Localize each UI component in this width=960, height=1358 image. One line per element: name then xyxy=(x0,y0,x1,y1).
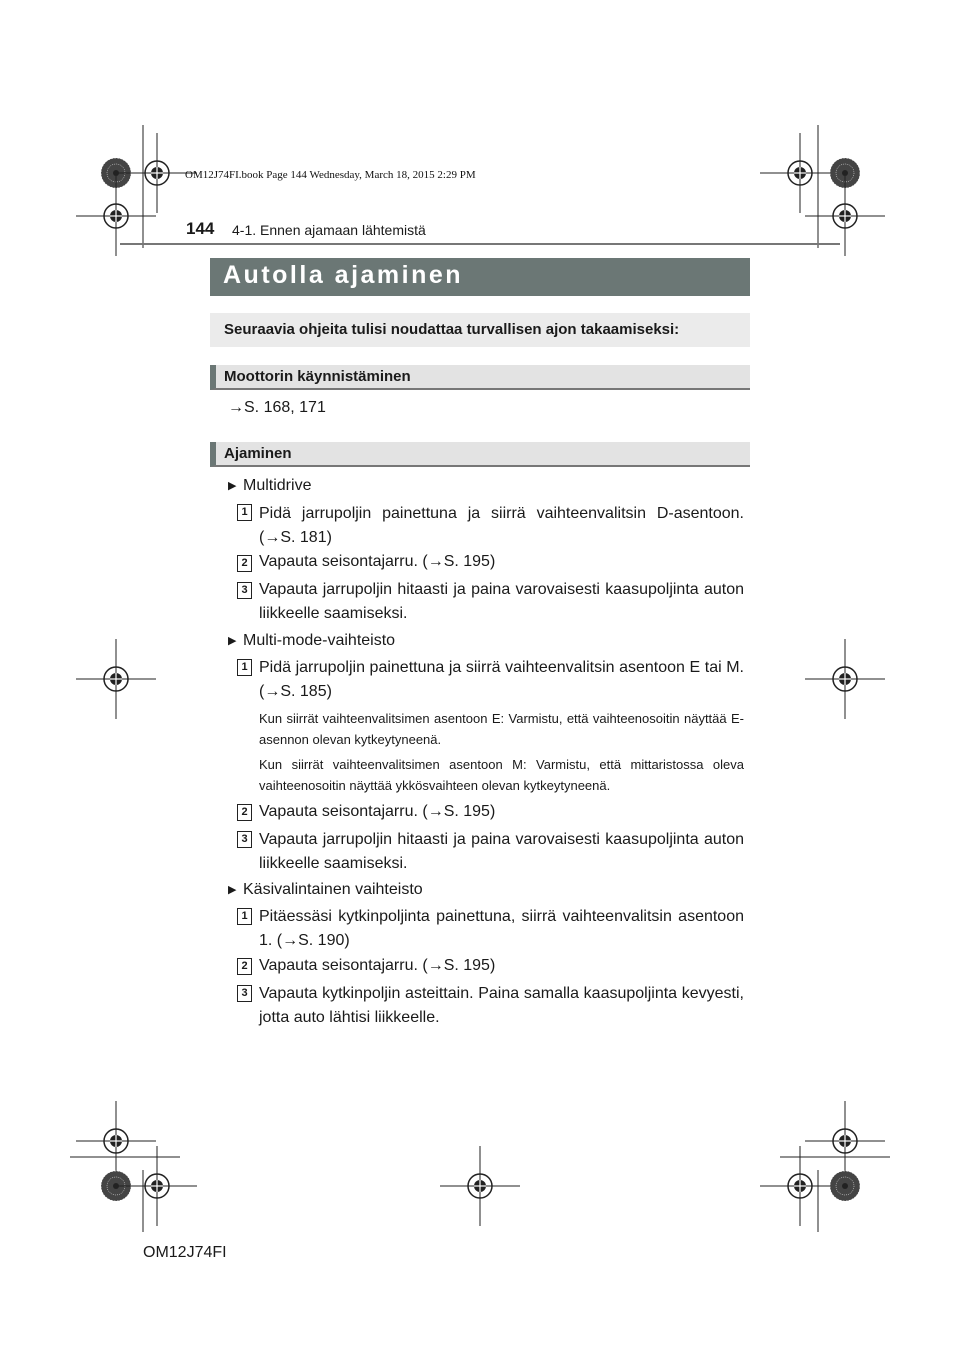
section-heading-engine-start: Moottorin käynnistäminen xyxy=(210,365,750,390)
multimode-note-1: Kun siirrät vaihteenvalitsimen asentoon E: Varmistu, että vaihteenosoitin näyttää E-asennon olevan kytkeytyneenä. xyxy=(259,711,744,747)
multimode-step-1: Pidä jarrupoljin painettuna ja siirrä vaihteenvalitsin asentoon E tai M. (→S. 185) xyxy=(259,659,744,700)
multidrive-step-3: Vapauta jarrupoljin hitaasti ja paina varovaisesti kaasupoljinta auton liikkeelle saamiseksi. xyxy=(259,581,744,622)
intro-box: Seuraavia ohjeita tulisi noudattaa turvallisen ajon takaamiseksi: xyxy=(210,313,750,347)
section-heading-driving: Ajaminen xyxy=(210,442,750,467)
multimode-step-3: Vapauta jarrupoljin hitaasti ja paina varovaisesti kaasupoljinta auton liikkeelle saamiseksi. xyxy=(259,831,744,872)
step-number-box: 1 xyxy=(237,908,252,925)
step-number-box: 2 xyxy=(237,555,252,572)
step-number-box: 3 xyxy=(237,985,252,1002)
step-number-box: 2 xyxy=(237,804,252,821)
multidrive-step-1: Pidä jarrupoljin painettuna ja siirrä vaihteenvalitsin D-asentoon. (→S. 181) xyxy=(259,505,744,546)
manual-step-1: Pitäessäsi kytkinpoljinta painettuna, siirrä vaihteenvalitsin asentoon 1. (→S. 190) xyxy=(259,908,744,949)
step-number-box: 3 xyxy=(237,831,252,848)
triangle-bullet-icon: ▶ xyxy=(228,480,237,492)
engine-start-reference: →S. 168, 171 xyxy=(228,399,326,416)
step-number-box: 2 xyxy=(237,958,252,975)
multimode-title: ▶ Multi-mode-vaihteisto xyxy=(228,629,395,653)
triangle-bullet-icon: ▶ xyxy=(228,884,237,896)
multidrive-title: ▶ Multidrive xyxy=(228,474,311,498)
multidrive-step-2: Vapauta seisontajarru. (→S. 195) xyxy=(259,553,496,570)
step-number-box: 3 xyxy=(237,582,252,599)
manual-step-3: Vapauta kytkinpoljin asteittain. Paina samalla kaasupoljinta kevyesti, jotta auto lähtisi liikkeelle. xyxy=(259,985,744,1026)
header-rule xyxy=(120,243,840,245)
page-title: Autolla ajaminen xyxy=(210,258,750,296)
multimode-step-2: Vapauta seisontajarru. (→S. 195) xyxy=(259,803,496,820)
book-info: OM12J74FI.book Page 144 Wednesday, March 18, 2015 2:29 PM xyxy=(185,169,476,181)
triangle-bullet-icon: ▶ xyxy=(228,635,237,647)
step-number-box: 1 xyxy=(237,504,252,521)
multimode-note-2: Kun siirrät vaihteenvalitsimen asentoon M: Varmistu, että mittaristossa oleva vaihteenosoitin näyttää ykkösvaihteen olevan kytkeytyneenä. xyxy=(259,757,744,793)
step-number-box: 1 xyxy=(237,659,252,676)
manual-title: ▶ Käsivalintainen vaihteisto xyxy=(228,878,423,902)
page-number: 144 xyxy=(186,219,215,238)
chapter-title: 4-1. Ennen ajamaan lähtemistä xyxy=(232,222,426,238)
manual-step-2: Vapauta seisontajarru. (→S. 195) xyxy=(259,957,496,974)
footer-code: OM12J74FI xyxy=(143,1244,227,1261)
